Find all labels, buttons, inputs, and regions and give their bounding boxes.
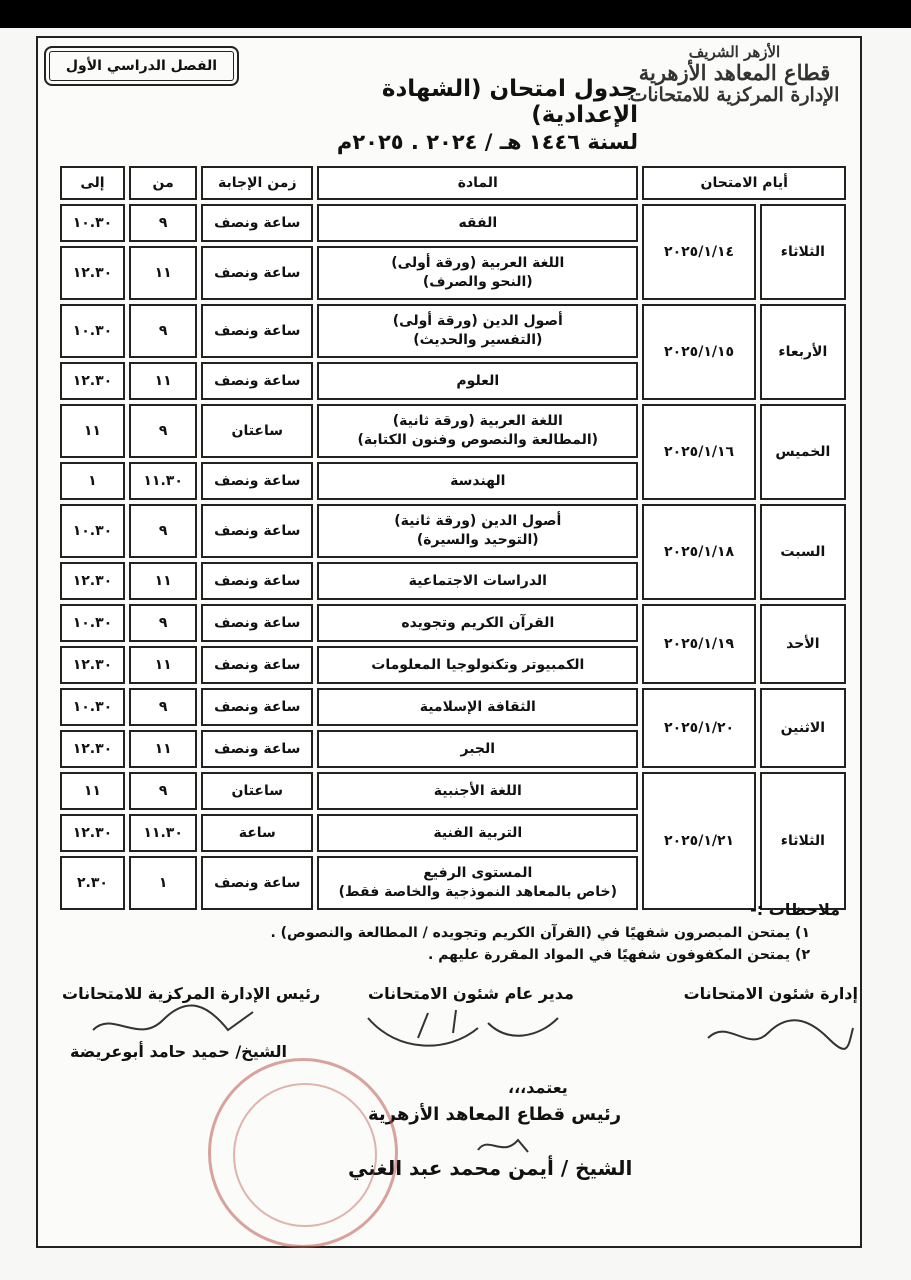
- subject-line: الفقه: [458, 214, 498, 231]
- subject-line: العلوم: [456, 372, 500, 389]
- duration-cell: ساعة ونصف: [201, 562, 313, 600]
- exam-date: ٢٠٢٥/١/٢١: [642, 772, 755, 910]
- table-header-row: [60, 166, 846, 200]
- note-item: ٢) يمتحن المكفوفون شفهيًا في المواد المقررة عليهم .: [428, 947, 810, 963]
- from-cell: ٩: [129, 204, 198, 242]
- subject-line: التربية الفنية: [433, 824, 523, 841]
- subject-line: (التوحيد والسيرة): [416, 532, 539, 548]
- duration-cell: ساعة ونصف: [201, 304, 313, 358]
- exam-day: الاثنين: [760, 688, 846, 768]
- to-cell: ١٢.٣٠: [60, 246, 125, 300]
- signature-manager-title: مدير عام شئون الامتحانات: [368, 984, 574, 1003]
- duration-cell: ساعة ونصف: [201, 646, 313, 684]
- table-row: [60, 204, 846, 242]
- exam-day: الخميس: [760, 404, 846, 500]
- subject-cell: [317, 204, 638, 242]
- from-cell: ٩: [129, 404, 198, 458]
- manager-signature-scribble: [358, 998, 578, 1058]
- sector-signature-scribble: [468, 1130, 548, 1160]
- subject-line: (النحو والصرف): [422, 274, 533, 290]
- to-cell: ٢.٣٠: [60, 856, 125, 910]
- document-title: جدول امتحان (الشهادة الإعدادية): [381, 76, 638, 128]
- to-cell: ١٢.٣٠: [60, 730, 125, 768]
- to-cell: ١٠.٣٠: [60, 604, 125, 642]
- from-cell: ١١: [129, 246, 198, 300]
- from-cell: ١١: [129, 646, 198, 684]
- org-line3: الإدارة المركزية للامتحانات: [629, 84, 840, 107]
- subject-cell: [317, 362, 638, 400]
- subject-line: أصول الدين (ورقة أولى): [392, 313, 563, 330]
- exam-day: الأحد: [760, 604, 846, 684]
- subject-cell: [317, 604, 638, 642]
- exam-day: الأربعاء: [760, 304, 846, 400]
- subject-line: اللغة العربية (ورقة ثانية): [392, 413, 563, 430]
- from-cell: ١١: [129, 730, 198, 768]
- duration-cell: ساعة ونصف: [201, 688, 313, 726]
- subject-cell: [317, 462, 638, 500]
- subject-cell: [317, 730, 638, 768]
- duration-cell: ساعة ونصف: [201, 246, 313, 300]
- sector-head-title: رئيس قطاع المعاهد الأزهرية: [368, 1104, 622, 1125]
- exam-date: ٢٠٢٥/١/٢٠: [642, 688, 755, 768]
- to-cell: ١٠.٣٠: [60, 688, 125, 726]
- header-duration: زمن الإجابة: [201, 166, 313, 200]
- to-cell: ١٢.٣٠: [60, 646, 125, 684]
- exam-date: ٢٠٢٥/١/١٥: [642, 304, 755, 400]
- to-cell: ١٢.٣٠: [60, 362, 125, 400]
- duration-cell: ساعتان: [201, 772, 313, 810]
- duration-cell: ساعة ونصف: [201, 362, 313, 400]
- from-cell: ١١.٣٠: [129, 814, 198, 852]
- from-cell: ٩: [129, 604, 198, 642]
- signature-dept-title: إدارة شئون الامتحانات: [683, 984, 858, 1003]
- header-to: إلى: [60, 166, 125, 200]
- to-cell: ١١: [60, 404, 125, 458]
- subject-cell: [317, 304, 638, 358]
- table-row: [60, 504, 846, 558]
- subject-line: المستوى الرفيع: [423, 865, 533, 882]
- subject-line: القرآن الكريم وتجويده: [401, 614, 555, 631]
- table-row: [60, 688, 846, 726]
- to-cell: ١٢.٣٠: [60, 562, 125, 600]
- from-cell: ٩: [129, 304, 198, 358]
- org-line1: الأزهر الشريف: [688, 43, 781, 61]
- table-row: [60, 772, 846, 810]
- header-days: أيام الامتحان: [642, 166, 846, 200]
- duration-cell: ساعة ونصف: [201, 730, 313, 768]
- subject-line: اللغة الأجنبية: [433, 782, 522, 799]
- table-row: [60, 304, 846, 358]
- exam-date: ٢٠٢٥/١/١٩: [642, 604, 755, 684]
- central-signature-scribble: [78, 1000, 268, 1050]
- approve-label: يعتمد،،،: [508, 1078, 568, 1097]
- subject-line: (خاص بالمعاهد النموذجية والخاصة فقط): [338, 884, 617, 900]
- duration-cell: ساعة ونصف: [201, 604, 313, 642]
- exam-day: السبت: [760, 504, 846, 600]
- document-page: [36, 36, 862, 1248]
- to-cell: ١٠.٣٠: [60, 304, 125, 358]
- subject-cell: [317, 772, 638, 810]
- exam-schedule-table: [56, 162, 850, 914]
- duration-cell: ساعة ونصف: [201, 204, 313, 242]
- from-cell: ٩: [129, 688, 198, 726]
- from-cell: ٩: [129, 504, 198, 558]
- subject-line: الدراسات الاجتماعية: [408, 572, 547, 589]
- signature-central-name: الشيخ/ حميد حامد أبوعريضة: [70, 1042, 287, 1061]
- to-cell: ١٠.٣٠: [60, 504, 125, 558]
- semester-badge: الفصل الدراسي الأول: [44, 46, 239, 86]
- duration-cell: ساعة ونصف: [201, 504, 313, 558]
- exam-date: ٢٠٢٥/١/١٤: [642, 204, 755, 300]
- signature-central-title: رئيس الإدارة المركزية للامتحانات: [62, 984, 321, 1003]
- exam-day: الثلاثاء: [760, 772, 846, 910]
- subject-cell: [317, 688, 638, 726]
- subject-line: الثقافة الإسلامية: [419, 698, 536, 715]
- table-row: [60, 404, 846, 458]
- from-cell: ١١: [129, 362, 198, 400]
- subject-cell: [317, 504, 638, 558]
- subject-cell: [317, 814, 638, 852]
- subject-cell: [317, 646, 638, 684]
- sector-head-name: الشيخ / أيمن محمد عبد الغني: [348, 1156, 633, 1180]
- subject-line: (المطالعة والنصوص وفنون الكتابة): [357, 432, 599, 448]
- to-cell: ١: [60, 462, 125, 500]
- subject-line: (التفسير والحديث): [413, 332, 543, 348]
- duration-cell: ساعة ونصف: [201, 462, 313, 500]
- subject-cell: [317, 246, 638, 300]
- subject-cell: [317, 404, 638, 458]
- to-cell: ١١: [60, 772, 125, 810]
- subject-line: الجبر: [460, 740, 496, 757]
- to-cell: ١٠.٣٠: [60, 204, 125, 242]
- to-cell: ١٢.٣٠: [60, 814, 125, 852]
- from-cell: ١١.٣٠: [129, 462, 198, 500]
- table-row: [60, 604, 846, 642]
- from-cell: ١١: [129, 562, 198, 600]
- org-line2: قطاع المعاهد الأزهرية: [638, 60, 831, 86]
- subject-line: أصول الدين (ورقة ثانية): [394, 513, 562, 530]
- subject-line: الكمبيوتر وتكنولوجيا المعلومات: [371, 656, 585, 673]
- dept-signature-scribble: [698, 1008, 858, 1058]
- document-year: لسنة ١٤٤٦ هـ / ٢٠٢٤ . ٢٠٢٥م: [336, 130, 638, 154]
- exam-date: ٢٠٢٥/١/١٦: [642, 404, 755, 500]
- official-stamp: [208, 1058, 398, 1248]
- duration-cell: ساعة ونصف: [201, 856, 313, 910]
- from-cell: ٩: [129, 772, 198, 810]
- top-bar: [0, 0, 911, 28]
- header-from: من: [129, 166, 198, 200]
- subject-line: اللغة العربية (ورقة أولى): [391, 255, 565, 272]
- notes-heading: ملاحظات :-: [750, 900, 840, 919]
- subject-line: الهندسة: [450, 472, 506, 489]
- subject-cell: [317, 562, 638, 600]
- document-title-block: [268, 76, 638, 154]
- exam-day: الثلاثاء: [760, 204, 846, 300]
- notes-section: [60, 900, 840, 963]
- exam-date: ٢٠٢٥/١/١٨: [642, 504, 755, 600]
- header-subject: المادة: [317, 166, 638, 200]
- azhar-logo: [627, 44, 842, 107]
- duration-cell: ساعتان: [201, 404, 313, 458]
- duration-cell: ساعة: [201, 814, 313, 852]
- note-item: ١) يمتحن المبصرون شفهيًا في (القرآن الكريم وتجويده / المطالعة والنصوص) .: [270, 925, 810, 941]
- from-cell: ١: [129, 856, 198, 910]
